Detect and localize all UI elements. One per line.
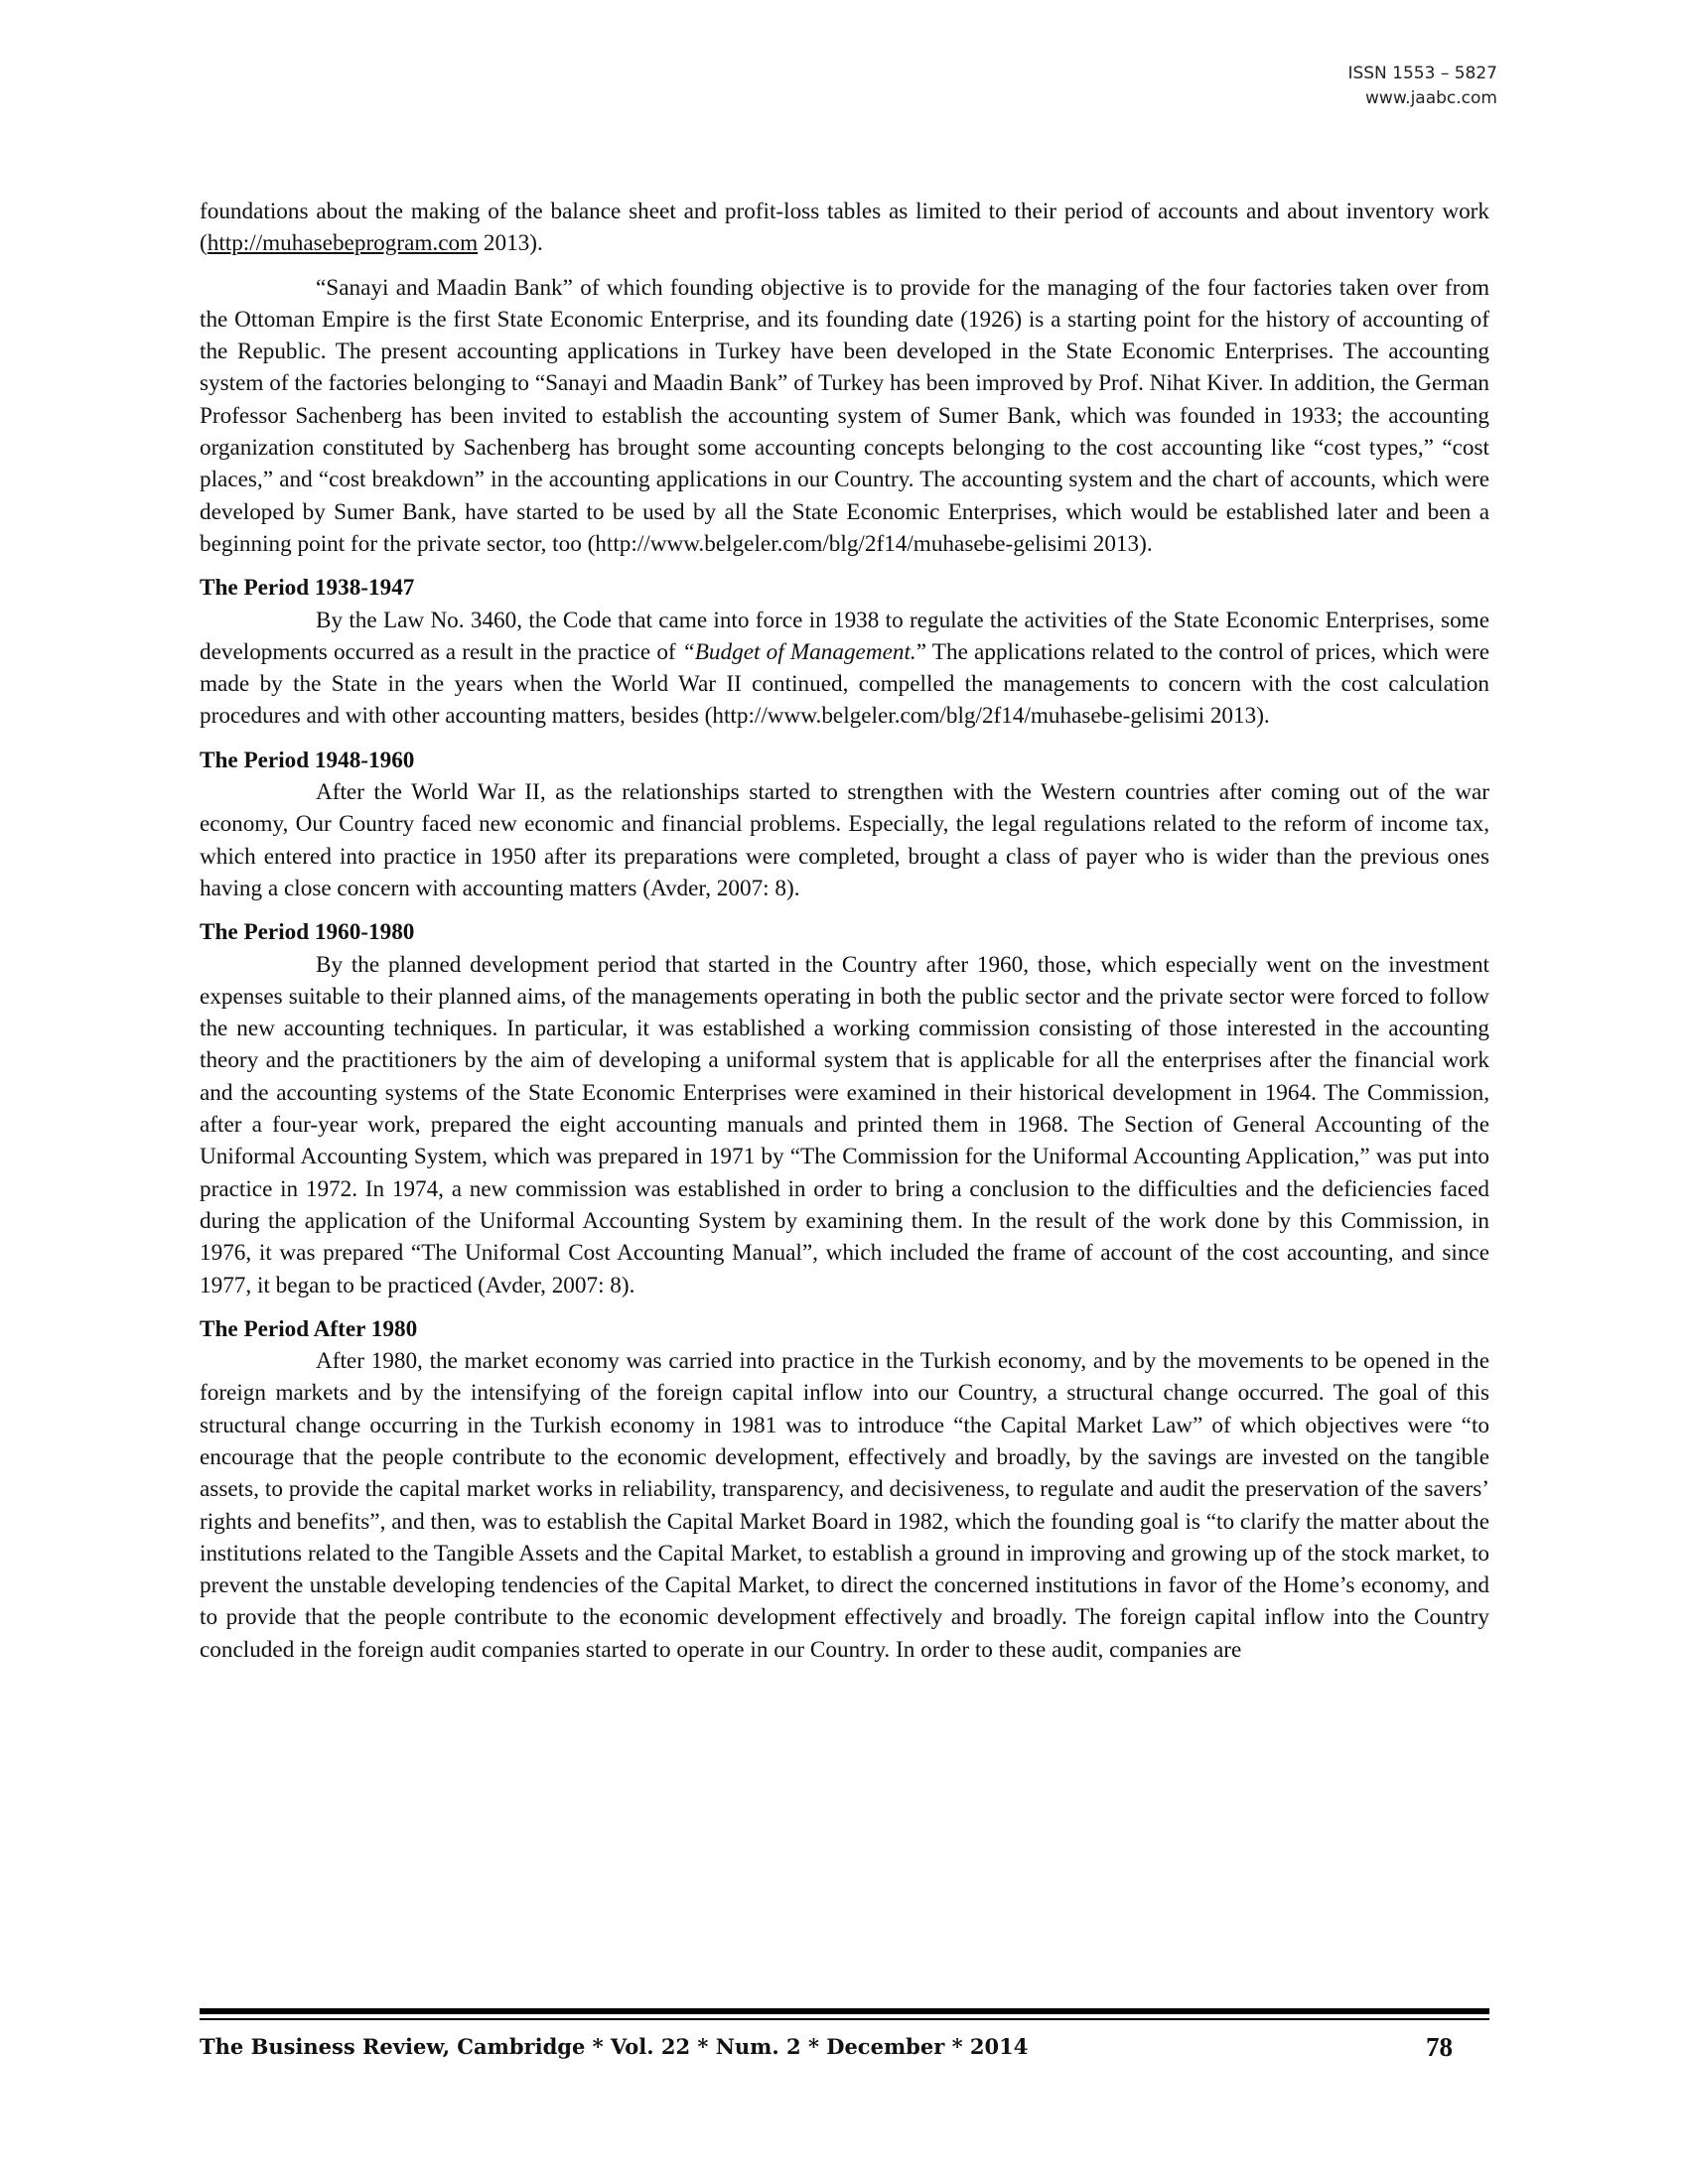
paragraph-1960-1980: By the planned development period that started in the Country after 1960, those, which especially went on the investment expenses suitable to their planned aims, of the managements operating in both the public sector and the private sector were forced to follow the new accounting techniques. In particular, it was established a working commission consisting of those interested in the accounting theory and the practitioners by the aim of developing a uniformal system that is applicable for all the enterprises after the financial work and the accounting systems of the State Economic Enterprises were examined in their historical development in 1964. The Commission, after a four-year work, prepared the eight accounting manuals and printed them in 1968. The Section of General Accounting of the Uniformal Accounting System, which was prepared in 1971 by “The Commission for the Uniformal Accounting Application,” was put into practice in 1972. In 1974, a new commission was established in order to bring a conclusion to the difficulties and the deficiencies faced during the application of the Uniformal Accounting System by examining them. In the result of the work done by this Commission, in 1976, it was prepared “The Uniformal Cost Accounting Manual”, which included the frame of account of the cost accounting, and since 1977, it began to be practiced (Avder, 2007: 8). [200, 951, 1489, 1298]
footer-rule-thin [200, 2018, 1489, 2020]
section-heading-1938-1947: The Period 1938-1947 [200, 575, 415, 602]
paragraph-text: 2013). [478, 230, 543, 257]
running-header [1347, 62, 1497, 111]
issn-label: ISSN 1553 – 5827 [1347, 64, 1497, 83]
article-body [200, 196, 1489, 1666]
section-heading-after-1980: The Period After 1980 [200, 1315, 418, 1342]
paragraph-sanayi-maadin-bank: “Sanayi and Maadin Bank” of which founding objective is to provide for the managing of the four factories taken over from the Ottoman Empire is the first State Economic Enterprise, and its founding date (1926) is a starting point for the history of accounting of the Republic. The present accounting applications in Turkey have been developed in the State Economic Enterprises. The accounting system of the factories belonging to “Sanayi and Maadin Bank” of Turkey has been improved by Prof. Nihat Kiver. In addition, the German Professor Sachenberg has been invited to establish the accounting system of Sumer Bank, which was founded in 1933; the accounting organization constituted by Sachenberg has brought some accounting concepts belonging to the cost accounting like “cost types,” “cost places,” and “cost breakdown” in the accounting applications in our Country. The accounting system and the chart of accounts, which were developed by Sumer Bank, have started to be used by all the State Economic Enterprises, which would be established later and been a beginning point for the private sector, too (http://www.belgeler.com/blg/2f14/muhasebe-gelisimi 2013). [200, 274, 1489, 557]
paragraph-1948-1960: After the World War II, as the relationships started to strengthen with the Western countries after coming out of the war economy, Our Country faced new economic and financial problems. Especially, the legal regulations related to the reform of income tax, which entered into practice in 1950 after its preparations were completed, brought a class of payer who is wider than the previous ones having a close concern with accounting matters (Avder, 2007: 8). [200, 779, 1489, 901]
citation-link[interactable]: http://muhasebeprogram.com [207, 230, 479, 257]
paragraph-continuation [200, 196, 1489, 260]
footer-rule-thick [200, 2008, 1489, 2014]
page-number: 78 [1426, 2032, 1453, 2062]
journal-citation: The Business Review, Cambridge * Vol. 22 * Num. 2 * December * 2014 [200, 2034, 1029, 2059]
section-heading-1948-1960: The Period 1948-1960 [200, 747, 415, 773]
website-link[interactable]: www.jaabc.com [1365, 88, 1497, 108]
section-heading-1960-1980: The Period 1960-1980 [200, 919, 415, 946]
paragraph-1938-1947: By the Law No. 3460, the Code that came into force in 1938 to regulate the activities of the State Economic Enterprises, some developments occurred as a result in the practice of “Budget of Management.” The applications related to the control of prices, which were made by the State in the years when the World War II continued, compelled the managements to concern with the cost calculation procedures and with other accounting matters, besides (http://www.belgeler.com/blg/2f14/muhasebe-gelisimi 2013). [200, 607, 1490, 730]
paragraph-after-1980: After 1980, the market economy was carried into practice in the Turkish economy, and by the movements to be opened in the foreign markets and by the intensifying of the foreign capital inflow into our Country, a structural change occurred. The goal of this structural change occurring in the Turkish economy in 1981 was to introduce “the Capital Market Law” of which objectives were “to encourage that the people contribute to the economic development, effectively and broadly, by the savings are invested on the tangible assets, to provide the capital market works in reliability, transparency, and decisiveness, to regulate and audit the preservation of the savers’ rights and benefits”, and then, was to establish the Capital Market Board in 1982, which the founding goal is “to clarify the matter about the institutions related to the Tangible Assets and the Capital Market, to establish a ground in improving and growing up of the stock market, to prevent the unstable developing tendencies of the Capital Market, to direct the concerned institutions in favor of the Home’s economy, and to provide that the people contribute to the economic development effectively and broadly. The foreign capital inflow into the Country concluded in the foreign audit companies started to operate in our Country. In order to these audit, companies are [200, 1348, 1489, 1663]
paragraph-text: foundations about the making of the balance sheet and profit-loss tables as limited to their period of accounts and about inventory work ( [200, 199, 1489, 257]
